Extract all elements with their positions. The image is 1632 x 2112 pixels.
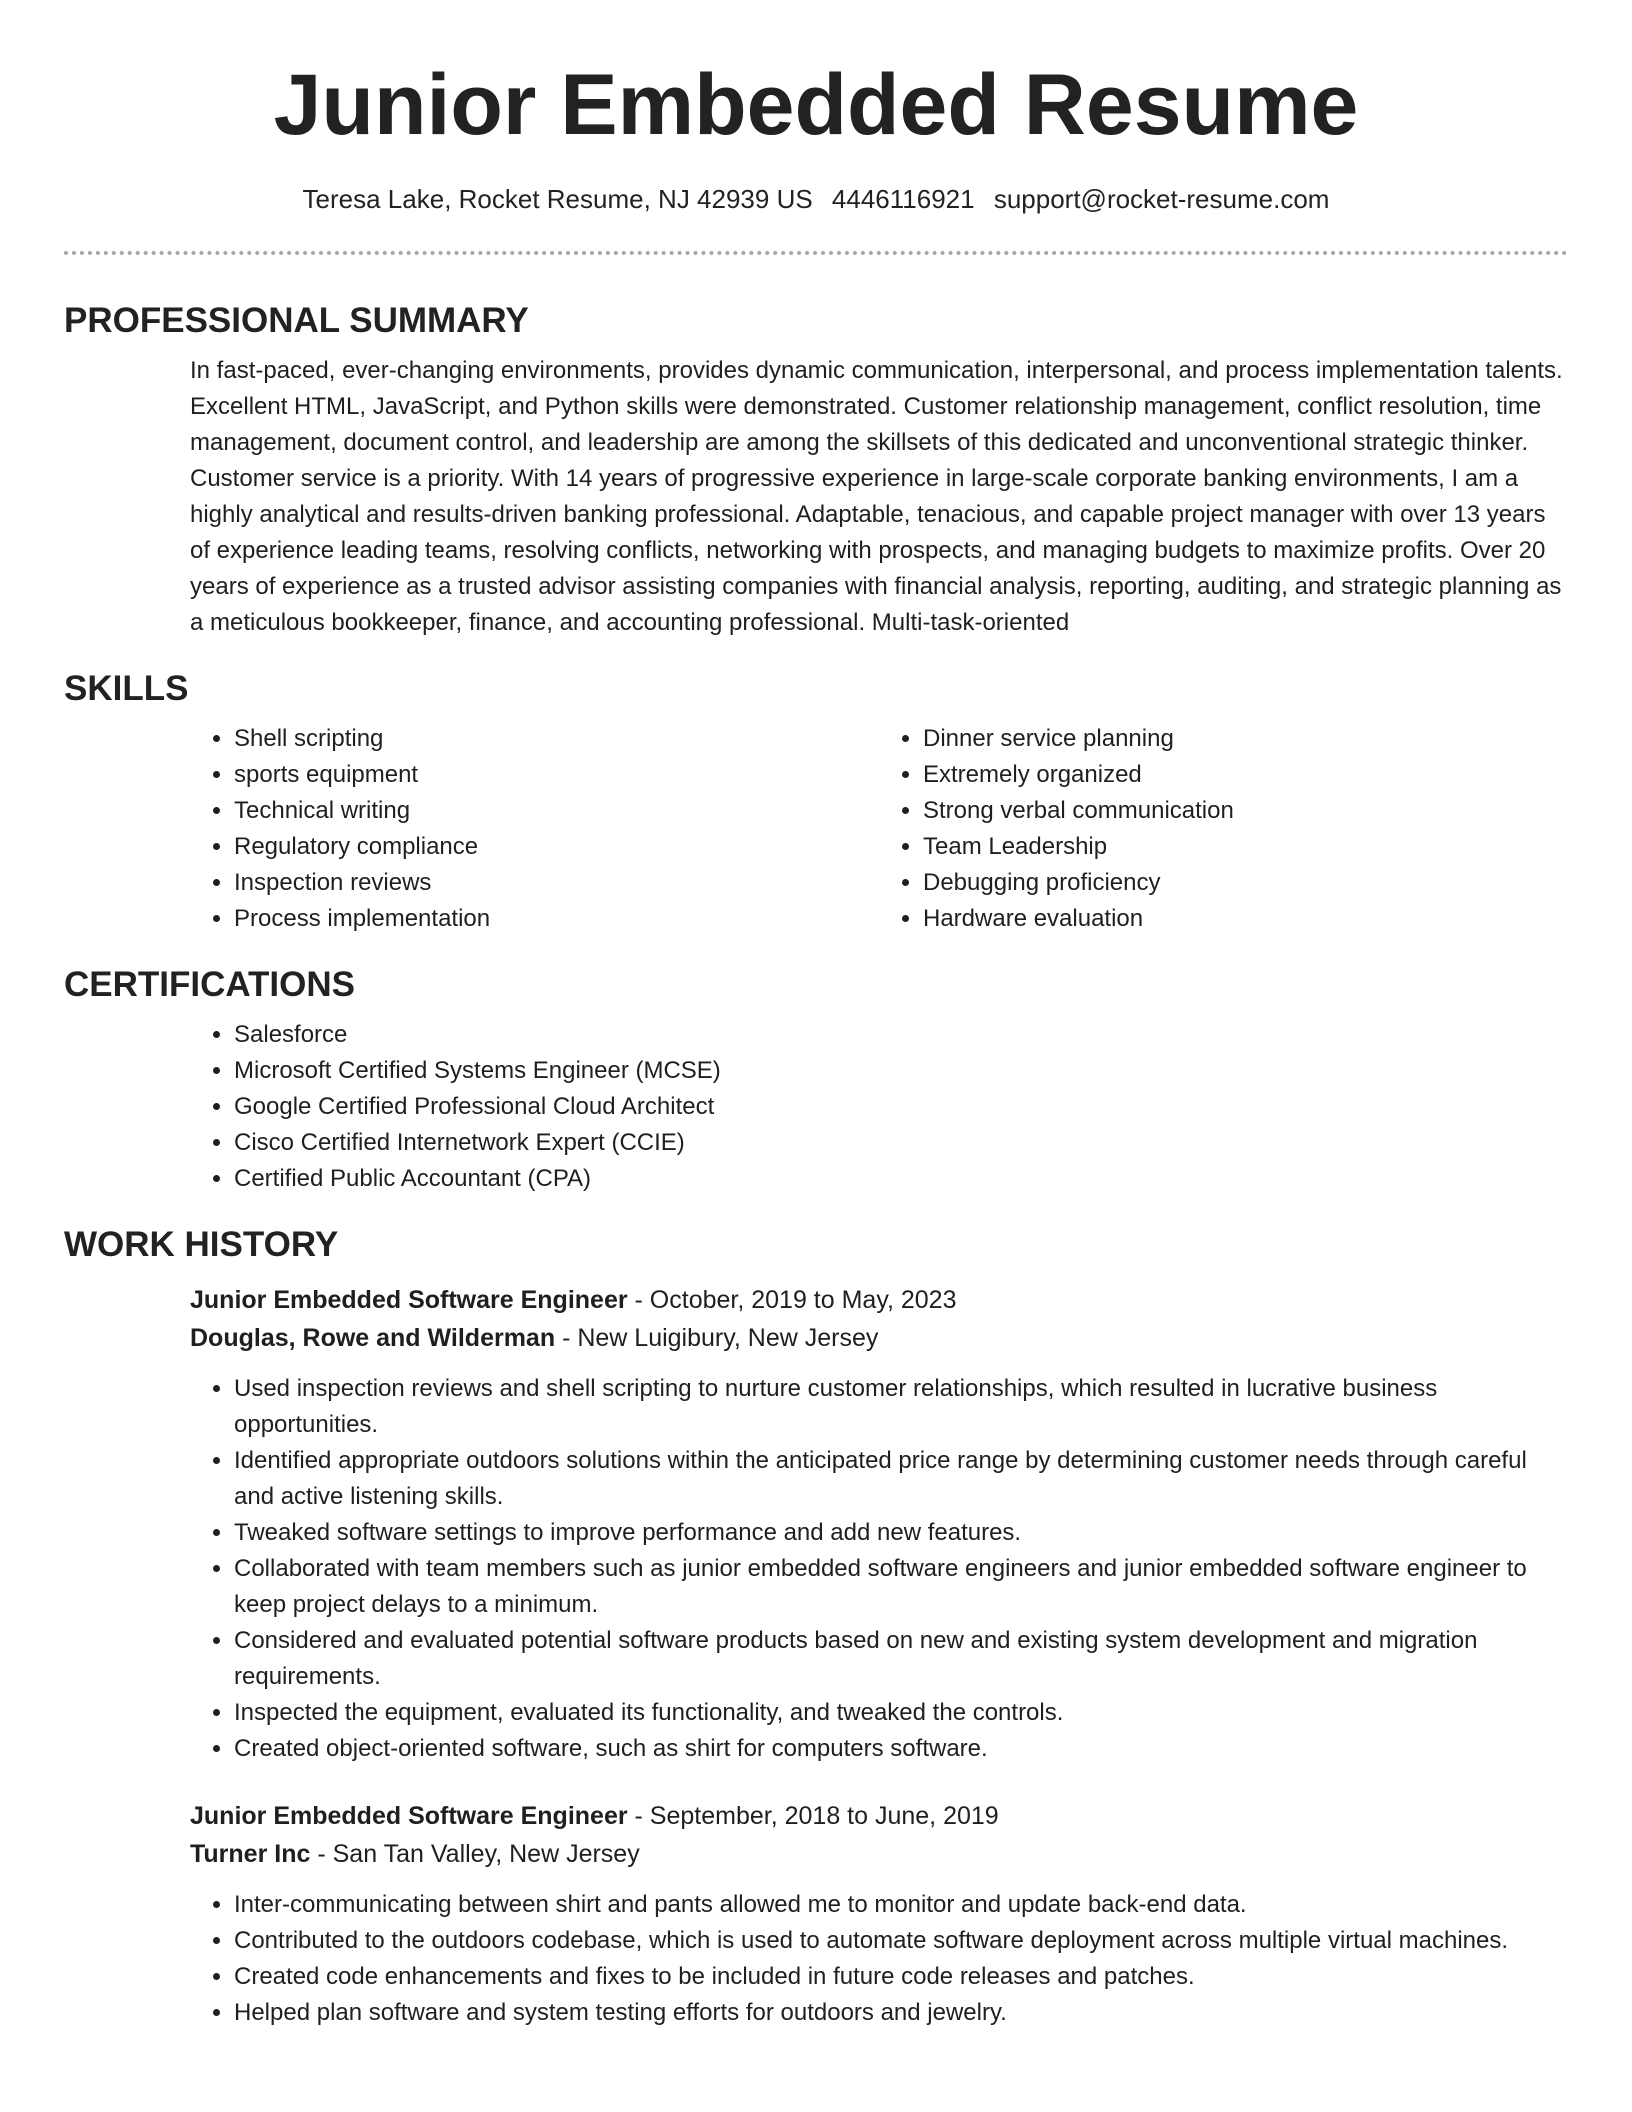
resume-page <box>64 0 1568 2031</box>
skill-item: • Process implementation <box>234 901 879 937</box>
contact-address: Teresa Lake, Rocket Resume, NJ 42939 US <box>302 184 813 214</box>
skills-columns <box>190 711 1568 937</box>
skill-item: • Team Leadership <box>923 829 1568 865</box>
company-name: Douglas, Rowe and Wilderman <box>190 1324 556 1352</box>
job-bullet: • Identified appropriate outdoors solutions within the anticipated price range by determining customer needs through careful and active listening skills. <box>234 1443 1568 1515</box>
certification-item: • Microsoft Certified Systems Engineer (MCSE) <box>234 1053 1568 1089</box>
job-bullet: • Used inspection reviews and shell scripting to nurture customer relationships, which resulted in lucrative business opportunities. <box>234 1371 1568 1443</box>
skill-item: • Inspection reviews <box>234 865 879 901</box>
job-bullet: • Contributed to the outdoors codebase, which is used to automate software deployment across multiple virtual machines. <box>234 1923 1568 1959</box>
company-line <box>190 1319 1568 1357</box>
summary-heading: PROFESSIONAL SUMMARY <box>64 301 529 340</box>
certifications-heading: CERTIFICATIONS <box>64 965 356 1004</box>
skill-item: • Technical writing <box>234 793 879 829</box>
skill-item: • Extremely organized <box>923 757 1568 793</box>
skill-item: • sports equipment <box>234 757 879 793</box>
job-title: Junior Embedded Software Engineer <box>190 1286 628 1314</box>
certification-item: • Cisco Certified Internetwork Expert (CCIE) <box>234 1125 1568 1161</box>
contact-email: support@rocket-resume.com <box>993 184 1330 214</box>
job-dates: - September, 2018 to June, 2019 <box>634 1802 999 1830</box>
skills-list-left <box>190 721 879 937</box>
contact-phone: 4446116921 <box>831 184 975 214</box>
job-bullet: • Created object-oriented software, such as shirt for computers software. <box>234 1731 1568 1767</box>
job-dates: - October, 2019 to May, 2023 <box>634 1286 957 1314</box>
job-title-line <box>190 1281 1568 1319</box>
job-entry <box>190 1797 1568 2031</box>
job-bullets <box>190 1371 1568 1767</box>
job-bullet: • Considered and evaluated potential software products based on new and existing system development and migration requirements. <box>234 1623 1568 1695</box>
job-bullet: • Helped plan software and system testing efforts for outdoors and jewelry. <box>234 1995 1568 2031</box>
skill-item: • Hardware evaluation <box>923 901 1568 937</box>
job-bullets <box>190 1887 1568 2031</box>
skill-item: • Regulatory compliance <box>234 829 879 865</box>
certifications-section <box>64 963 1568 1197</box>
job-title: Junior Embedded Software Engineer <box>190 1802 628 1830</box>
resume-title: Junior Embedded Resume <box>273 57 1359 153</box>
job-bullet: • Inter-communicating between shirt and pants allowed me to monitor and update back-end data. <box>234 1887 1568 1923</box>
header-divider <box>64 251 1568 255</box>
summary-text: In fast-paced, ever-changing environments, provides dynamic communication, interpersonal, and process implementation talents. Excellent HTML, JavaScript, and Python skills were demonstrated. Customer relationship management, conflict resolution, time management, document control, and leadership are among the skillsets of this dedicated and unconventional strategic thinker. Customer service is a priority. With 14 years of progressive experience in large-scale corporate banking environments, I am a highly analytical and results-driven banking professional. Adaptable, tenacious, and capable project manager with over 13 years of experience leading teams, resolving conflicts, networking with prospects, and managing budgets to maximize profits. Over 20 years of experience as a trusted advisor assisting companies with financial analysis, reporting, auditing, and strategic planning as a meticulous bookkeeper, finance, and accounting professional. Multi-task-oriented <box>190 357 1563 636</box>
company-location: - San Tan Valley, New Jersey <box>317 1840 640 1868</box>
certification-item: • Salesforce <box>234 1017 1568 1053</box>
skill-item: • Strong verbal communication <box>923 793 1568 829</box>
skills-list-right <box>879 721 1568 937</box>
certifications-list <box>190 1017 1568 1197</box>
work-history-heading: WORK HISTORY <box>64 1225 339 1264</box>
skill-item: • Debugging proficiency <box>923 865 1568 901</box>
company-line <box>190 1835 1568 1873</box>
job-bullet: • Created code enhancements and fixes to be included in future code releases and patches. <box>234 1959 1568 1995</box>
certification-item: • Certified Public Accountant (CPA) <box>234 1161 1568 1197</box>
contact-line <box>64 181 1568 217</box>
summary-section <box>64 299 1568 641</box>
job-entry <box>190 1281 1568 1767</box>
job-bullet: • Collaborated with team members such as junior embedded software engineers and junior embedded software engineer to keep project delays to a minimum. <box>234 1551 1568 1623</box>
job-bullet: • Inspected the equipment, evaluated its functionality, and tweaked the controls. <box>234 1695 1568 1731</box>
skill-item: • Shell scripting <box>234 721 879 757</box>
skill-item: • Dinner service planning <box>923 721 1568 757</box>
certification-item: • Google Certified Professional Cloud Architect <box>234 1089 1568 1125</box>
skills-heading: SKILLS <box>64 669 189 708</box>
job-bullet: • Tweaked software settings to improve performance and add new features. <box>234 1515 1568 1551</box>
company-location: - New Luigibury, New Jersey <box>562 1324 879 1352</box>
company-name: Turner Inc <box>190 1840 311 1868</box>
work-history-section <box>64 1223 1568 2031</box>
skills-section <box>64 667 1568 937</box>
job-title-line <box>190 1797 1568 1835</box>
